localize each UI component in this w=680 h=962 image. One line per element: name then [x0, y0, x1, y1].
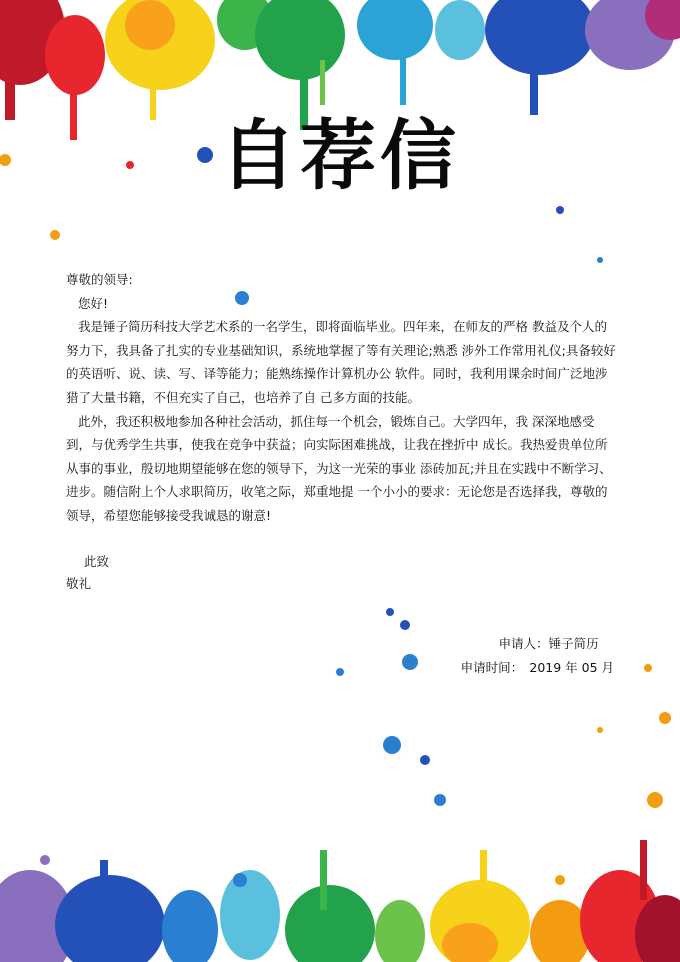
- paragraph: 我是锤子简历科技大学艺术系的一名学生，即将面临毕业。四年来，在师友的严格 教益及个人的努力下，我具备了扎实的专业基础知识，系统地掌握了等有关理论;熟悉 涉外工作常用礼仪;具备较好的英语听、说、读、写、译等能力；能熟练操作计算机办公 软件。同时，我利用课余时间广泛地涉猎了大量书籍，不但充实了自己，也培养了自 己多方面的技能。: [66, 319, 616, 405]
- bottom-splashes: [0, 840, 680, 962]
- closing: [66, 551, 109, 595]
- application-date: 申请时间： 2019 年 05 月: [460, 660, 614, 675]
- greeting: 您好!: [78, 295, 109, 311]
- closing-line: 敬礼: [66, 576, 92, 591]
- applicant-name: 申请人：锤子简历: [498, 636, 599, 651]
- letter-body: [66, 268, 618, 528]
- signature-block: [460, 632, 614, 680]
- page-title: 自荐信: [220, 111, 460, 200]
- paragraph: 此外，我还积极地参加各种社会活动，抓住每一个机会，锻炼自己。大学四年，我 深深地感受到，与优秀学生共事，使我在竞争中获益；向实际困难挑战，让我在挫折中 成长。我热爱贵单位所从事的事业，殷切地期望能够在您的领导下，为这一光荣的事业 添砖加瓦;并且在实践中不断学习、进步。随信附上个人求职简历，收笔之际，郑重地提 一个小小的要求：无论您是否选择我，尊敬的领导，希望您能够接受我诚恳的谢意!: [66, 413, 612, 523]
- salutation: 尊敬的领导:: [66, 272, 133, 287]
- closing-line: 此致: [84, 554, 110, 569]
